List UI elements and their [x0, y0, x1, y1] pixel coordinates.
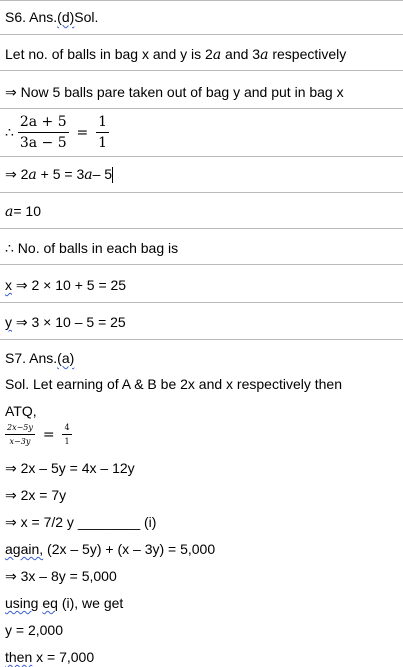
- fraction-left: $\frac{2a + 5}{3a - 5}$: [19, 114, 67, 151]
- rule-4: [0, 156, 403, 157]
- s6-line-2: ⇒ Now 5 balls pare taken out of bag y and put in bag x: [5, 84, 344, 100]
- s7-line-1: ⇒ 2x – 5y = 4x – 12y: [5, 460, 135, 476]
- s7-line-7: y = 2,000: [5, 622, 63, 638]
- s7-fraction-left: $\frac{2x-5y}{x-3y}$: [7, 423, 33, 446]
- s7-line-6: using eq (i), we get: [5, 595, 124, 611]
- rule-7: [0, 264, 403, 265]
- s6-line-4: ⇒ 2a + 5 = 3a– 5: [5, 166, 113, 183]
- s7-line-3: ⇒ x = 7/2 y ________ (i): [5, 514, 157, 530]
- s6-answer: (d): [57, 9, 75, 25]
- rule-9: [0, 339, 403, 340]
- rule-5: [0, 192, 403, 193]
- therefore-symbol: ∴: [5, 124, 14, 140]
- top-rule: [0, 0, 403, 1]
- s6-line-x: x ⇒ 2 × 10 + 5 = 25: [5, 277, 127, 293]
- text-cursor: [112, 167, 113, 183]
- fraction-right: $\frac{1}{1}$: [98, 114, 108, 151]
- s6-heading: S6. Ans.(d)Sol.: [5, 9, 99, 25]
- rule-6: [0, 228, 403, 229]
- s7-answer: (a): [57, 350, 75, 366]
- s6-line-y: y ⇒ 3 × 10 – 5 = 25: [5, 314, 126, 330]
- s7-line-8: then x = 7,000: [5, 649, 95, 665]
- s7-heading: S7. Ans.(a): [5, 350, 75, 366]
- s7-sol-line: Sol. Let earning of A & B be 2x and x respectively then: [5, 376, 342, 392]
- s6-fraction-equation: ∴ $\frac{2a + 5}{3a - 5}$ = $\frac{1}{1}$: [5, 114, 108, 151]
- s7-fraction-equation: $\frac{2x-5y}{x-3y}$ = $\frac{4}{1}$: [7, 423, 70, 446]
- s7-line-5: ⇒ 3x – 8y = 5,000: [5, 568, 117, 584]
- s7-line-2: ⇒ 2x = 7y: [5, 487, 67, 503]
- s6-line-5: a= 10: [5, 203, 41, 220]
- s6-line-1: Let no. of balls in bag x and y is 2a and 3a respectively: [5, 46, 347, 63]
- rule-8: [0, 302, 403, 303]
- rule-2: [0, 70, 403, 71]
- rule-3: [0, 108, 403, 109]
- s7-fraction-right: $\frac{4}{1}$: [64, 423, 70, 446]
- rule-1: [0, 34, 403, 35]
- s7-atq: ATQ,: [5, 403, 37, 419]
- s6-line-6: ∴ No. of balls in each bag is: [5, 240, 179, 256]
- s7-line-4: again, (2x – 5y) + (x – 3y) = 5,000: [5, 541, 216, 557]
